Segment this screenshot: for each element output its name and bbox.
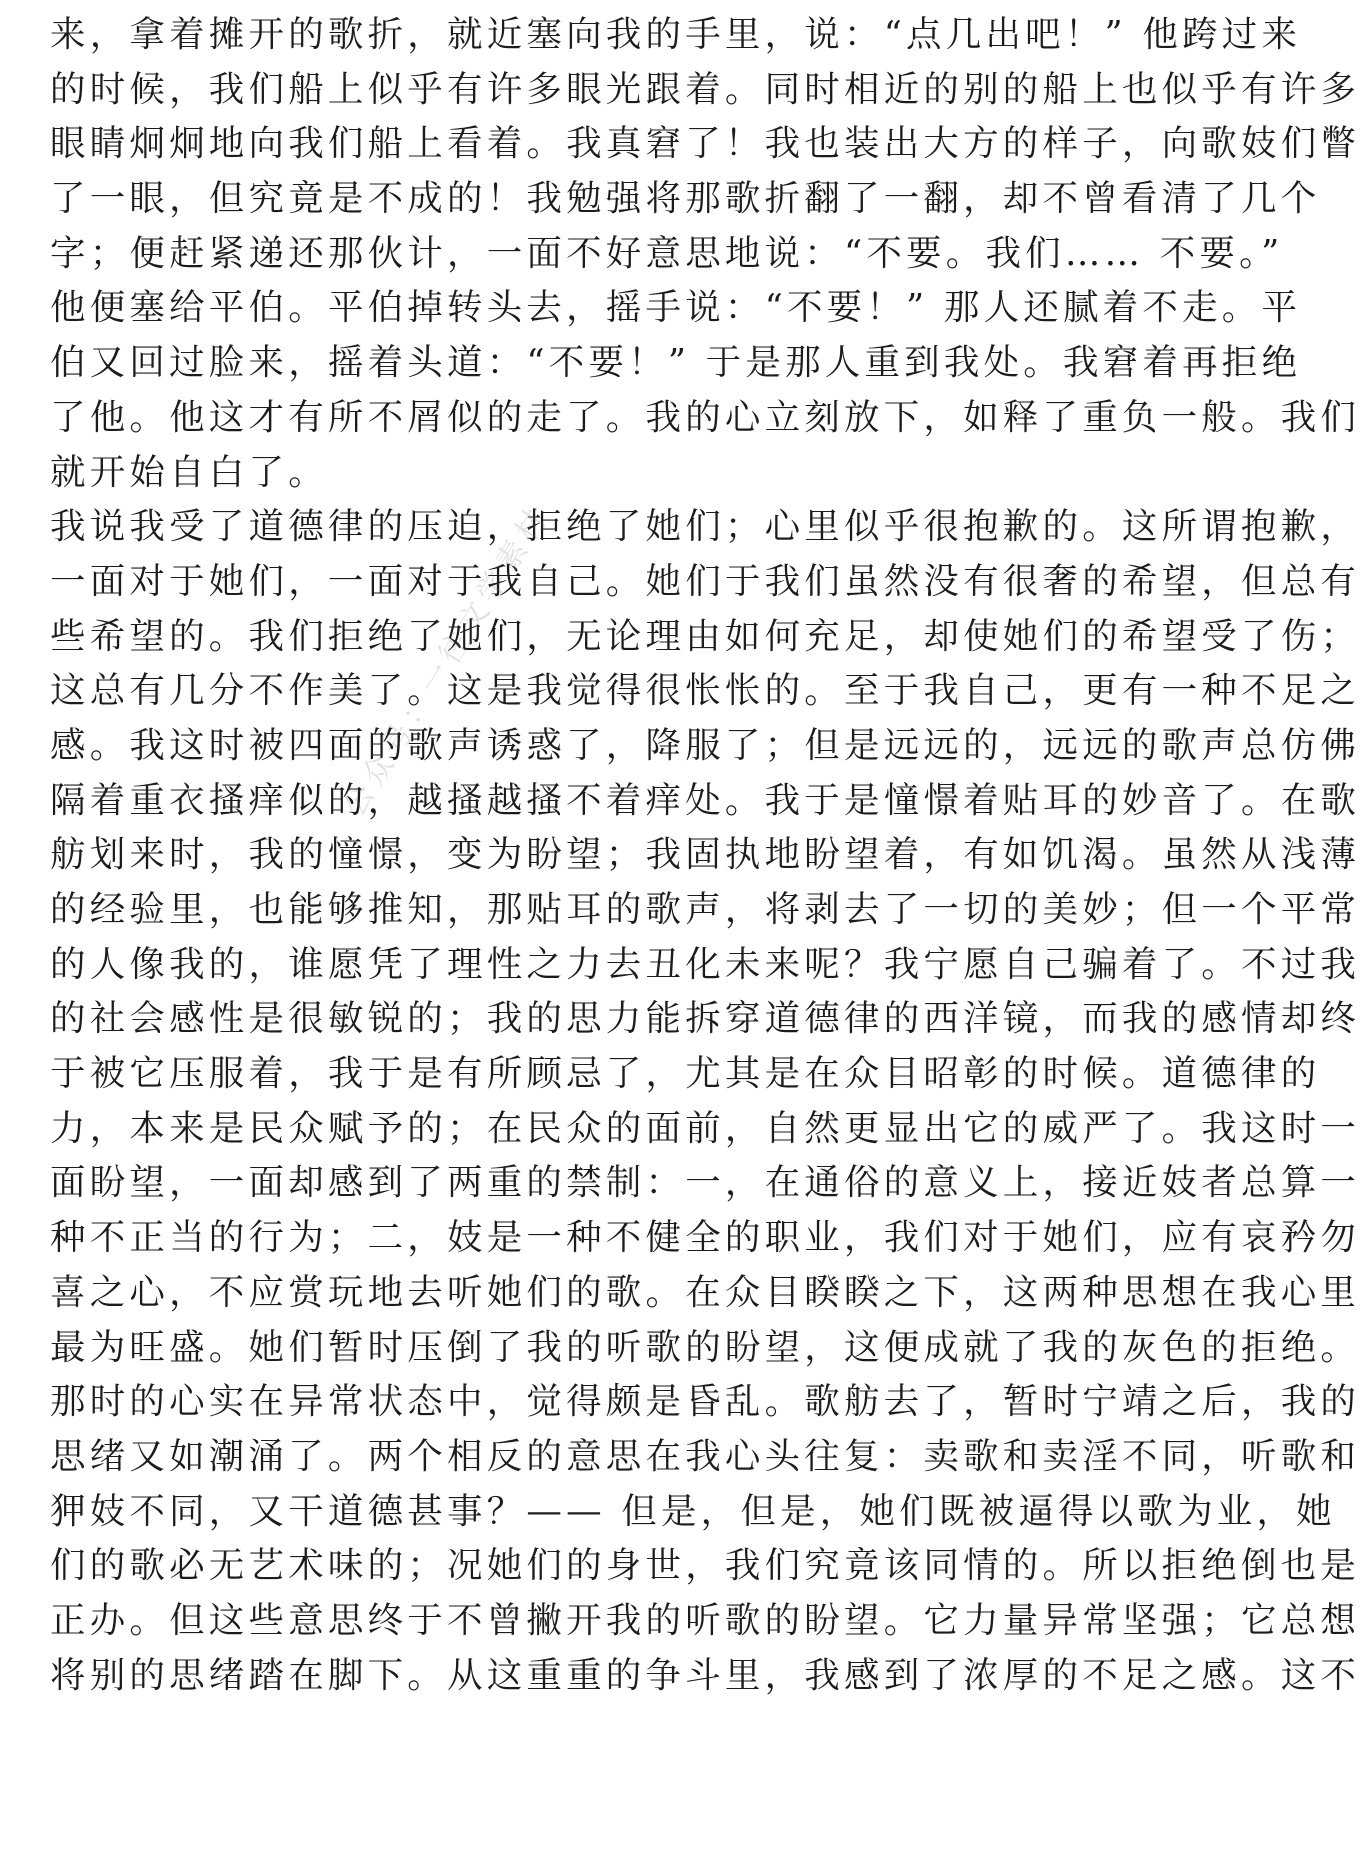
text-line: 于被它压服着，我于是有所顾忌了，尤其是在众目昭彰的时候。道德律的 — [50, 1053, 1321, 1095]
text-line: 最为旺盛。她们暂时压倒了我的听歌的盼望，这便成就了我的灰色的拒绝。 — [50, 1326, 1360, 1368]
text-line: 伯又回过脸来，摇着头道：“不要！” 于是那人重到我处。我窘着再拒绝 — [50, 342, 1302, 384]
watermark-text: 公众号：一往文学素材 — [336, 498, 558, 823]
text-line: 了他。他这才有所不屑似的走了。我的心立刻放下，如释了重负一般。我们 — [50, 396, 1360, 438]
text-line: 思绪又如潮涌了。两个相反的意思在我心头往复：卖歌和卖淫不同，听歌和 — [50, 1435, 1360, 1477]
text-line: 了一眼，但究竟是不成的！我勉强将那歌折翻了一翻，却不曾看清了几个 — [50, 178, 1321, 220]
document-body — [50, 8, 1360, 1703]
text-line: 就开始自白了。 — [50, 451, 328, 493]
text-line: 狎妓不同，又干道德甚事？—— 但是，但是，她们既被逼得以歌为业，她 — [50, 1490, 1336, 1532]
text-line: 隔着重衣搔痒似的，越搔越搔不着痒处。我于是憧憬着贴耳的妙音了。在歌 — [50, 779, 1360, 821]
text-line: 这总有几分不作美了。这是我觉得很怅怅的。至于我自己，更有一种不足之 — [50, 670, 1360, 712]
text-line: 面盼望，一面却感到了两重的禁制：一，在通俗的意义上，接近妓者总算一 — [50, 1162, 1360, 1204]
text-line: 们的歌必无艺术味的；况她们的身世，我们究竟该同情的。所以拒绝倒也是 — [50, 1545, 1360, 1587]
text-line: 字；便赶紧递还那伙计，一面不好意思地说：“不要。我们…… 不要。” — [50, 232, 1284, 274]
text-line: 力，本来是民众赋予的；在民众的面前，自然更显出它的威严了。我这时一 — [50, 1107, 1360, 1149]
text-line: 感。我这时被四面的歌声诱惑了，降服了；但是远远的，远远的歌声总仿佛 — [50, 724, 1360, 766]
text-line: 将别的思绪踏在脚下。从这重重的争斗里，我感到了浓厚的不足之感。这不 — [50, 1654, 1360, 1696]
text-line: 舫划来时，我的憧憬，变为盼望；我固执地盼望着，有如饥渴。虽然从浅薄 — [50, 834, 1360, 876]
text-line: 些希望的。我们拒绝了她们，无论理由如何充足，却使她们的希望受了伤； — [50, 615, 1360, 657]
text-line: 正办。但这些意思终于不曾撇开我的听歌的盼望。它力量异常坚强；它总想 — [50, 1599, 1360, 1641]
text-line: 喜之心，不应赏玩地去听她们的歌。在众目睽睽之下，这两种思想在我心里 — [50, 1271, 1360, 1313]
text-line: 他便塞给平伯。平伯掉转头去，摇手说：“不要！” 那人还腻着不走。平 — [50, 287, 1302, 329]
text-line: 的社会感性是很敏锐的；我的思力能拆穿道德律的西洋镜，而我的感情却终 — [50, 998, 1360, 1040]
text-line: 的经验里，也能够推知，那贴耳的歌声，将剥去了一切的美妙；但一个平常 — [50, 889, 1360, 930]
text-line: 的时候，我们船上似乎有许多眼光跟着。同时相近的别的船上也似乎有许多 — [50, 68, 1360, 110]
text-line: 眼睛炯炯地向我们船上看着。我真窘了！我也装出大方的样子，向歌妓们瞥 — [50, 123, 1360, 165]
text-line: 来，拿着摊开的歌折，就近塞向我的手里，说：“点几出吧！” 他跨过来 — [50, 14, 1302, 55]
text-line: 那时的心实在异常状态中，觉得颇是昏乱。歌舫去了，暂时宁靖之后，我的 — [50, 1381, 1360, 1423]
text-line: 种不正当的行为；二，妓是一种不健全的职业，我们对于她们，应有哀矜勿 — [50, 1217, 1360, 1259]
text-line: 的人像我的，谁愿凭了理性之力去丑化未来呢？我宁愿自己骗着了。不过我 — [50, 943, 1360, 985]
text-line: 我说我受了道德律的压迫，拒绝了她们；心里似乎很抱歉的。这所谓抱歉， — [50, 506, 1360, 548]
text-line: 一面对于她们，一面对于我自己。她们于我们虽然没有很奢的希望，但总有 — [50, 560, 1360, 602]
